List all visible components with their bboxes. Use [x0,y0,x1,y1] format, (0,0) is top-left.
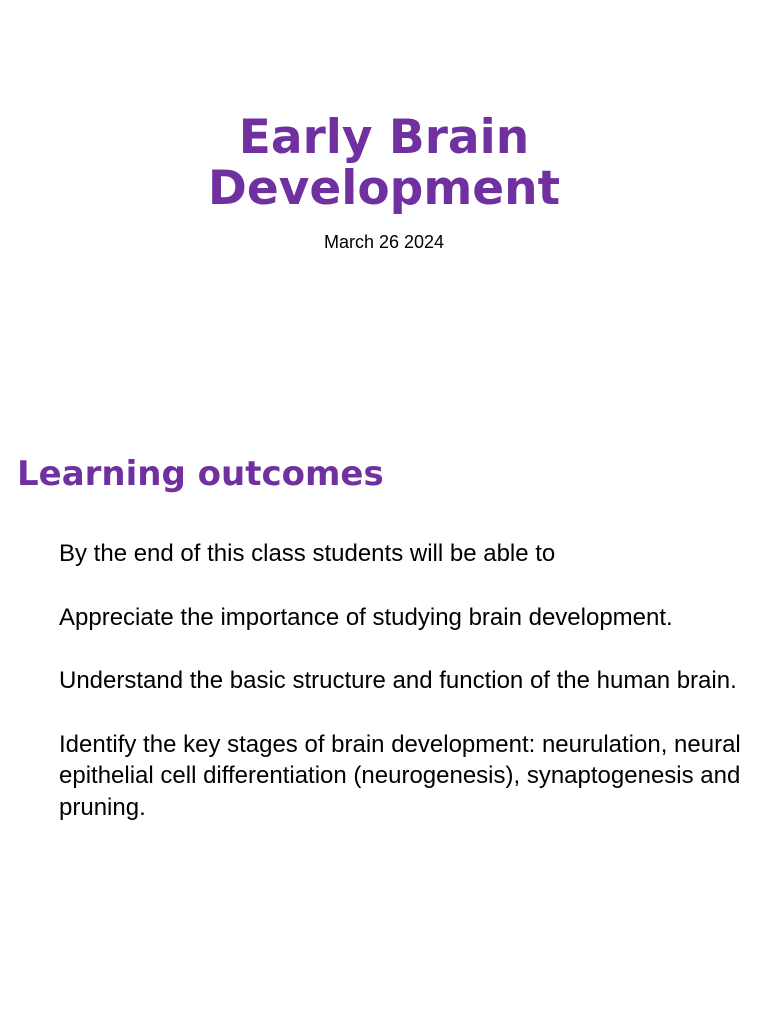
outcome-item: Identify the key stages of brain development: neurulation, neural epithelial cell differentiation (neurogenesis), synaptogenesis and pruning. [59,730,741,821]
title-line-2: Development [207,161,561,216]
learning-outcomes-heading: Learning outcomes [17,454,384,494]
title-line-1: Early Brain [238,110,530,165]
page-title [0,112,768,214]
outcome-item: Understand the basic structure and function of the human brain. [59,667,737,694]
learning-outcomes-list [59,538,749,855]
outcomes-intro: By the end of this class students will be able to [59,540,556,567]
date-label: March 26 2024 [323,232,445,252]
outcome-item: Appreciate the importance of studying brain development. [59,603,673,631]
